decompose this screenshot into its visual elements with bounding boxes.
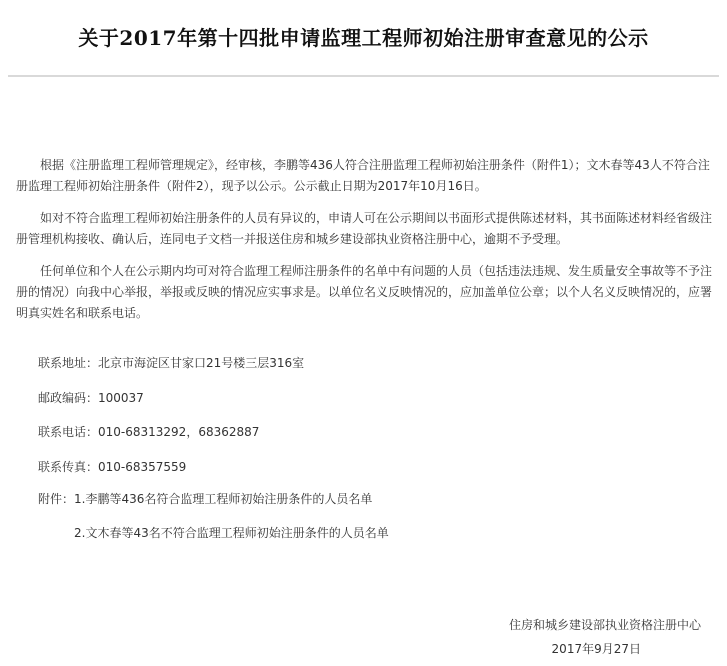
attachment-1: 附件：1.李鹏等436名符合监理工程师初始注册条件的人员名单 (38, 492, 373, 506)
paragraph-2: 如对不符合监理工程师初始注册条件的人员有异议的，申请人可在公示期间以书面形式提供陈述材料，其书面陈述材料经省级注册管理机构接收、确认后，连同电子文档一并报送住房和城乡建设部执业资格注册中心，逾期不予受理。 (16, 211, 713, 246)
issue-date: 2017年9月27日 (551, 642, 641, 656)
paragraph-1: 根据《注册监理工程师管理规定》，经审核，李鹏等436人符合注册监理工程师初始注册条件（附件1）；文木春等43人不符合注册监理工程师初始注册条件（附件2），现予以公示。公示截止日期为2017年10月16日。 (16, 158, 710, 193)
contact-fax: 联系传真：010-68357559 (38, 460, 187, 474)
contact-postcode: 邮政编码：100037 (38, 391, 144, 405)
contact-address: 联系地址：北京市海淀区甘家口21号楼三层316室 (38, 356, 305, 370)
attachment-2: 2.文木春等43名不符合监理工程师初始注册条件的人员名单 (74, 526, 389, 540)
issuer-name: 住房和城乡建设部执业资格注册中心 (508, 618, 701, 632)
paragraph-3: 任何单位和个人在公示期内均可对符合监理工程师注册条件的名单中有问题的人员（包括违法违规、发生质量安全事故等不予注册的情况）向我中心举报，举报或反映的情况应实事求是。以单位名义反映情况的，应加盖单位公章；以个人名义反映情况的，应署明真实姓名和联系电话。 (16, 264, 713, 320)
title-divider (8, 75, 719, 77)
page-title: 关于2017年第十四批申请监理工程师初始注册审查意见的公示 (78, 26, 649, 50)
contact-phone: 联系电话：010-68313292，68362887 (38, 425, 260, 439)
notice-body (16, 155, 716, 335)
